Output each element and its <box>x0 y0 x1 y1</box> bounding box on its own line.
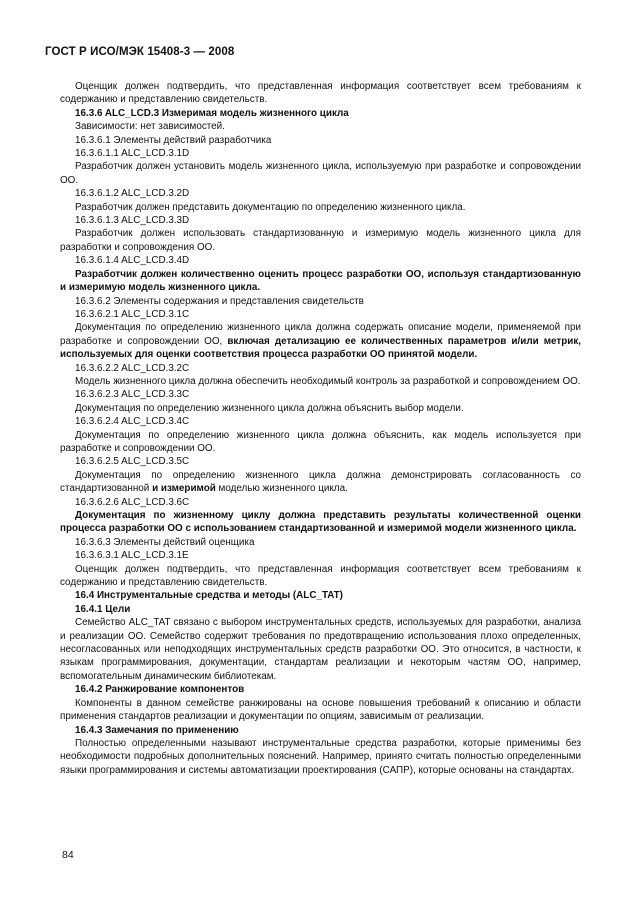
paragraph <box>60 321 581 361</box>
paragraph: Разработчик должен представить документацию по определению жизненного цикла. <box>75 201 466 213</box>
document-body <box>60 80 581 777</box>
element-id: 16.3.6.2.5 ALC_LCD.3.5C <box>75 456 190 468</box>
paragraph-text: моделью жизненного цикла. <box>215 483 348 495</box>
element-id: 16.3.6.2.2 ALC_LCD.3.2C <box>75 362 190 374</box>
element-id: 16.3.6.2.1 ALC_LCD.3.1C <box>75 308 190 320</box>
element-id: 16.3.6.1.4 ALC_LCD.3.4D <box>75 255 190 267</box>
paragraph: Разработчик должен использовать стандартизованную и измеримую модель жизненного цикла для разработки и сопровождения ОО. <box>60 228 581 253</box>
paragraph: Оценщик должен подтвердить, что представленная информация соответствует всем требованиям к содержанию и представлению свидетельств. <box>60 81 581 106</box>
paragraph: Зависимости: нет зависимостей. <box>75 121 225 133</box>
section-heading: 16.4.2 Ранжирование компонентов <box>75 684 245 696</box>
page-number: 84 <box>62 849 74 861</box>
paragraph: Оценщик должен подтвердить, что представленная информация соответствует всем требованиям к содержанию и представлению свидетельств. <box>60 563 581 589</box>
element-id: 16.3.6.2.4 ALC_LCD.3.4C <box>75 416 190 428</box>
document-header: ГОСТ Р ИСО/МЭК 15408-3 — 2008 <box>45 46 235 58</box>
paragraph-bold-text: и измеримой <box>149 483 216 495</box>
paragraph: Документация по определению жизненного цикла должна объяснить, как модель используется при разработке и сопровождении ОО. <box>60 429 581 454</box>
paragraph <box>60 469 581 496</box>
subsection-label: 16.3.6.2 Элементы содержания и представления свидетельств <box>75 295 364 307</box>
paragraph: Полностью определенными называют инструментальные средства разработки, которые применимы без необходимости подробных дополнительных пояснений. Например, принято считать полностью определенными языки программирования и системы автоматизации проектирования (САПР), которые основаны на стандартах. <box>60 737 581 776</box>
subsection-label: 16.3.6.1 Элементы действий разработчика <box>75 134 272 146</box>
paragraph: Модель жизненного цикла должна обеспечить необходимый контроль за разработкой и сопровождением ОО. <box>75 375 581 387</box>
paragraph-bold: Разработчик должен количественно оценить процесс разработки ОО, используя стандартизованную и измеримую модель жизненного цикла. <box>60 268 581 294</box>
paragraph: Компоненты в данном семействе ранжированы на основе повышения требований к описанию и области применения стандартов реализации и документации по опциям, зависимым от реализации. <box>60 697 581 723</box>
element-id: 16.3.6.2.6 ALC_LCD.3.6C <box>75 496 190 508</box>
paragraph: Разработчик должен установить модель жизненного цикла, используемую при разработке и сопровождении ОО. <box>60 161 581 186</box>
paragraph-bold-text: включая детализацию ее количественных параметров и/или метрик, используемых для оценки соответствия процесса разработки ОО принятой модели. <box>60 335 582 361</box>
subsection-label: 16.3.6.3 Элементы действий оценщика <box>75 536 255 548</box>
section-heading: 16.3.6 ALC_LCD.3 Измеримая модель жизненного цикла <box>75 107 349 119</box>
section-heading: 16.4 Инструментальные средства и методы (ALC_TAT) <box>75 590 343 602</box>
paragraph-bold: Документация по жизненному циклу должна представить результаты количественной оценки процесса разработки ОО с использованием стандартизованной и измеримой модели жизненного цикла. <box>60 510 581 535</box>
element-id: 16.3.6.1.2 ALC_LCD.3.2D <box>75 188 190 200</box>
paragraph: Документация по определению жизненного цикла должна объяснить выбор модели. <box>75 402 464 414</box>
element-id: 16.3.6.1.3 ALC_LCD.3.3D <box>75 215 190 227</box>
paragraph-text: Документация по определению жизненного цикла должна содержать описание модели, применяемой при разработке и сопровождении ОО, <box>60 322 581 347</box>
paragraph: Семейство ALC_TAT связано с выбором инструментальных средств, используемых для разработки, анализа и реализации ОО. Семейство содержит требования по предотвращению использования плохо определенных, несогласованных или неподходящих инструментальных средств разработки ОО. Это относится, в частности, к языкам программирования, документации, стандартам реализации и некоторым частям ОО, например, вспомогательным динамическим библиотекам. <box>60 617 581 682</box>
section-heading: 16.4.3 Замечания по применению <box>75 724 239 736</box>
section-heading: 16.4.1 Цели <box>75 603 131 615</box>
element-id: 16.3.6.3.1 ALC_LCD.3.1E <box>75 550 189 562</box>
paragraph-text: Документация по определению жизненного цикла должна демонстрировать согласованность со стандартизованной <box>60 469 581 495</box>
element-id: 16.3.6.2.3 ALC_LCD.3.3C <box>75 389 190 401</box>
element-id: 16.3.6.1.1 ALC_LCD.3.1D <box>75 148 190 160</box>
